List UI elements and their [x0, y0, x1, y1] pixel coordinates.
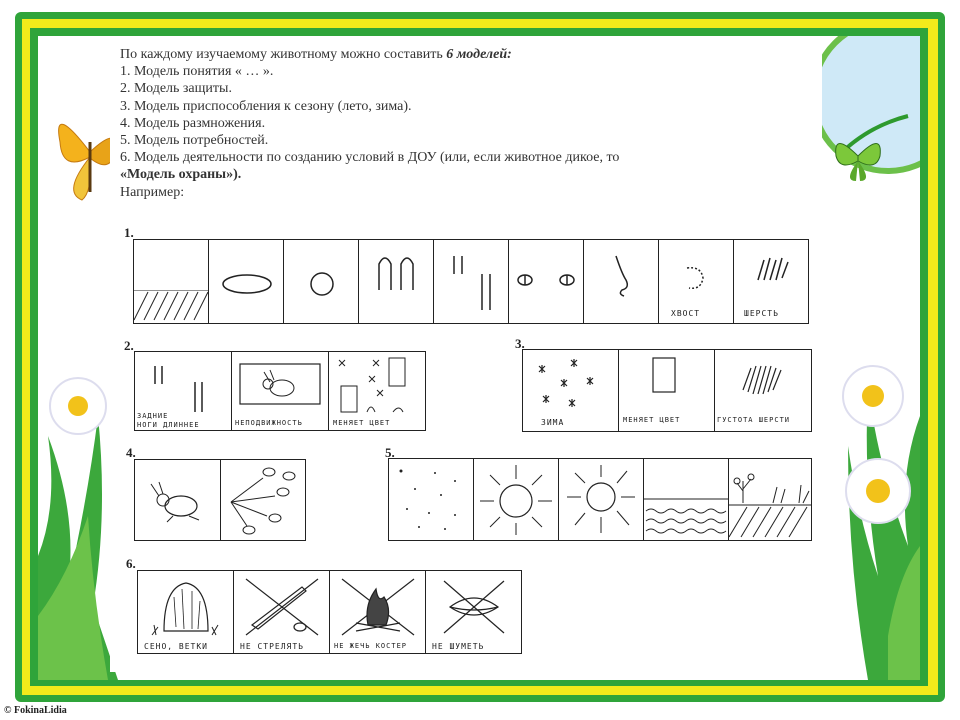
s5-cell-plants [728, 458, 812, 541]
s5-cell-sun-2 [558, 458, 644, 541]
s2-caption-legs-longer: НОГИ ДЛИННЕЕ [137, 421, 200, 429]
instructions-item: 6. Модель деятельности по созданию условий в ДОУ (или, если животное дикое, то [120, 150, 620, 166]
instructions-example: Например: [120, 184, 185, 200]
no-noise-icon [434, 575, 514, 639]
s6-caption-hay: СЕНО, ВЕТКИ [144, 642, 208, 651]
circle-head-icon [308, 270, 336, 298]
s2-cell-color-change [328, 351, 426, 431]
fur-icon [754, 254, 790, 284]
s1-cell-tail [658, 239, 734, 324]
s1-caption-fur: ШЕРСТЬ [744, 309, 779, 318]
s3-cell-winter [522, 349, 619, 432]
s5-cell-water [643, 458, 729, 541]
s1-cell-head [283, 239, 359, 324]
s2-caption-color: МЕНЯЕТ ЦВЕТ [333, 419, 391, 427]
grass-right-decoration [828, 216, 920, 680]
section-6-number: 6. [126, 556, 136, 571]
instructions-item: «Модель охраны»). [120, 167, 242, 183]
nose-icon [608, 254, 638, 298]
hatched-ground-icon [134, 290, 208, 323]
instructions-item: 5. Модель потребностей. [120, 133, 269, 149]
plants-on-ground-icon [729, 463, 811, 539]
instructions-item: 4. Модель размножения. [120, 115, 266, 131]
s1-cell-eyes [508, 239, 584, 324]
section-5-number: 5. [385, 445, 395, 460]
s6-cell-no-fire [329, 570, 426, 654]
s2-caption-immobility: НЕПОДВИЖНОСТЬ [235, 419, 303, 427]
tail-icon [681, 262, 715, 296]
copyright-label: © FokinaLidia [4, 705, 67, 716]
section-3-number: 3. [515, 336, 525, 351]
s1-cell-nose [583, 239, 659, 324]
instructions-text [120, 46, 820, 201]
hare-in-frame-icon [238, 362, 322, 408]
s6-cell-no-shooting [233, 570, 330, 654]
s2-cell-legs [134, 351, 232, 431]
s6-caption-no-noise: НЕ ШУМЕТЬ [432, 642, 485, 651]
s3-caption-winter: ЗИМА [541, 418, 565, 427]
grass-left-decoration [38, 256, 118, 680]
s2-caption-hind: ЗАДНИЕ [137, 412, 169, 420]
white-rectangle-icon [651, 356, 681, 396]
s1-cell-legs [433, 239, 509, 324]
s6-cell-no-noise [425, 570, 522, 654]
s3-caption-fur-density: ГУСТОТА ШЕРСТИ [717, 416, 791, 424]
snowflakes-icon [533, 356, 609, 414]
s4-cell-hare [134, 459, 221, 541]
water-waves-icon [644, 495, 728, 539]
section-2-number: 2. [124, 338, 134, 353]
s5-cell-sun-1 [473, 458, 559, 541]
s5-cell-food [388, 458, 474, 541]
sun-icon [563, 463, 639, 537]
haystack-icon [150, 577, 222, 637]
oval-body-icon [219, 272, 275, 296]
instructions-line1: По каждому изучаемому животному можно составить 6 моделей: [120, 47, 512, 62]
s1-caption-tail: ХВОСТ [671, 309, 701, 318]
s1-cell-ears [358, 239, 434, 324]
s6-caption-no-fire: НЕ ЖЕЧЬ КОСТЕР [334, 642, 408, 650]
eyes-icon [513, 270, 581, 290]
no-shooting-icon [242, 575, 322, 639]
dense-fur-icon [737, 360, 787, 400]
butterfly-right-decoration [828, 126, 888, 186]
sun-icon [478, 463, 554, 537]
legs-icon [149, 364, 209, 414]
no-campfire-icon [338, 575, 418, 639]
s3-cell-color-change [618, 349, 715, 432]
s4-cell-offspring [220, 459, 306, 541]
legs-icon [448, 254, 498, 314]
offspring-arrows-icon [223, 462, 305, 538]
s6-cell-hay [137, 570, 234, 654]
ears-icon [375, 252, 421, 292]
s2-cell-immobility [231, 351, 329, 431]
s3-cell-fur-density [714, 349, 812, 432]
section-1-number: 1. [124, 225, 134, 240]
s6-caption-no-shooting: НЕ СТРЕЛЯТЬ [240, 642, 304, 651]
s1-cell-fur [733, 239, 809, 324]
section-4-number: 4. [126, 445, 136, 460]
s1-cell-ground [133, 239, 209, 324]
instructions-item: 3. Модель приспособления к сезону (лето, зима). [120, 98, 412, 114]
instructions-item: 1. Модель понятия « … ». [120, 64, 274, 80]
hare-icon [147, 480, 211, 524]
color-change-icon [333, 354, 423, 416]
dots-icon [395, 465, 467, 535]
s3-caption-color: МЕНЯЕТ ЦВЕТ [623, 416, 681, 424]
instructions-item: 2. Модель защиты. [120, 81, 232, 97]
s1-cell-body [208, 239, 284, 324]
